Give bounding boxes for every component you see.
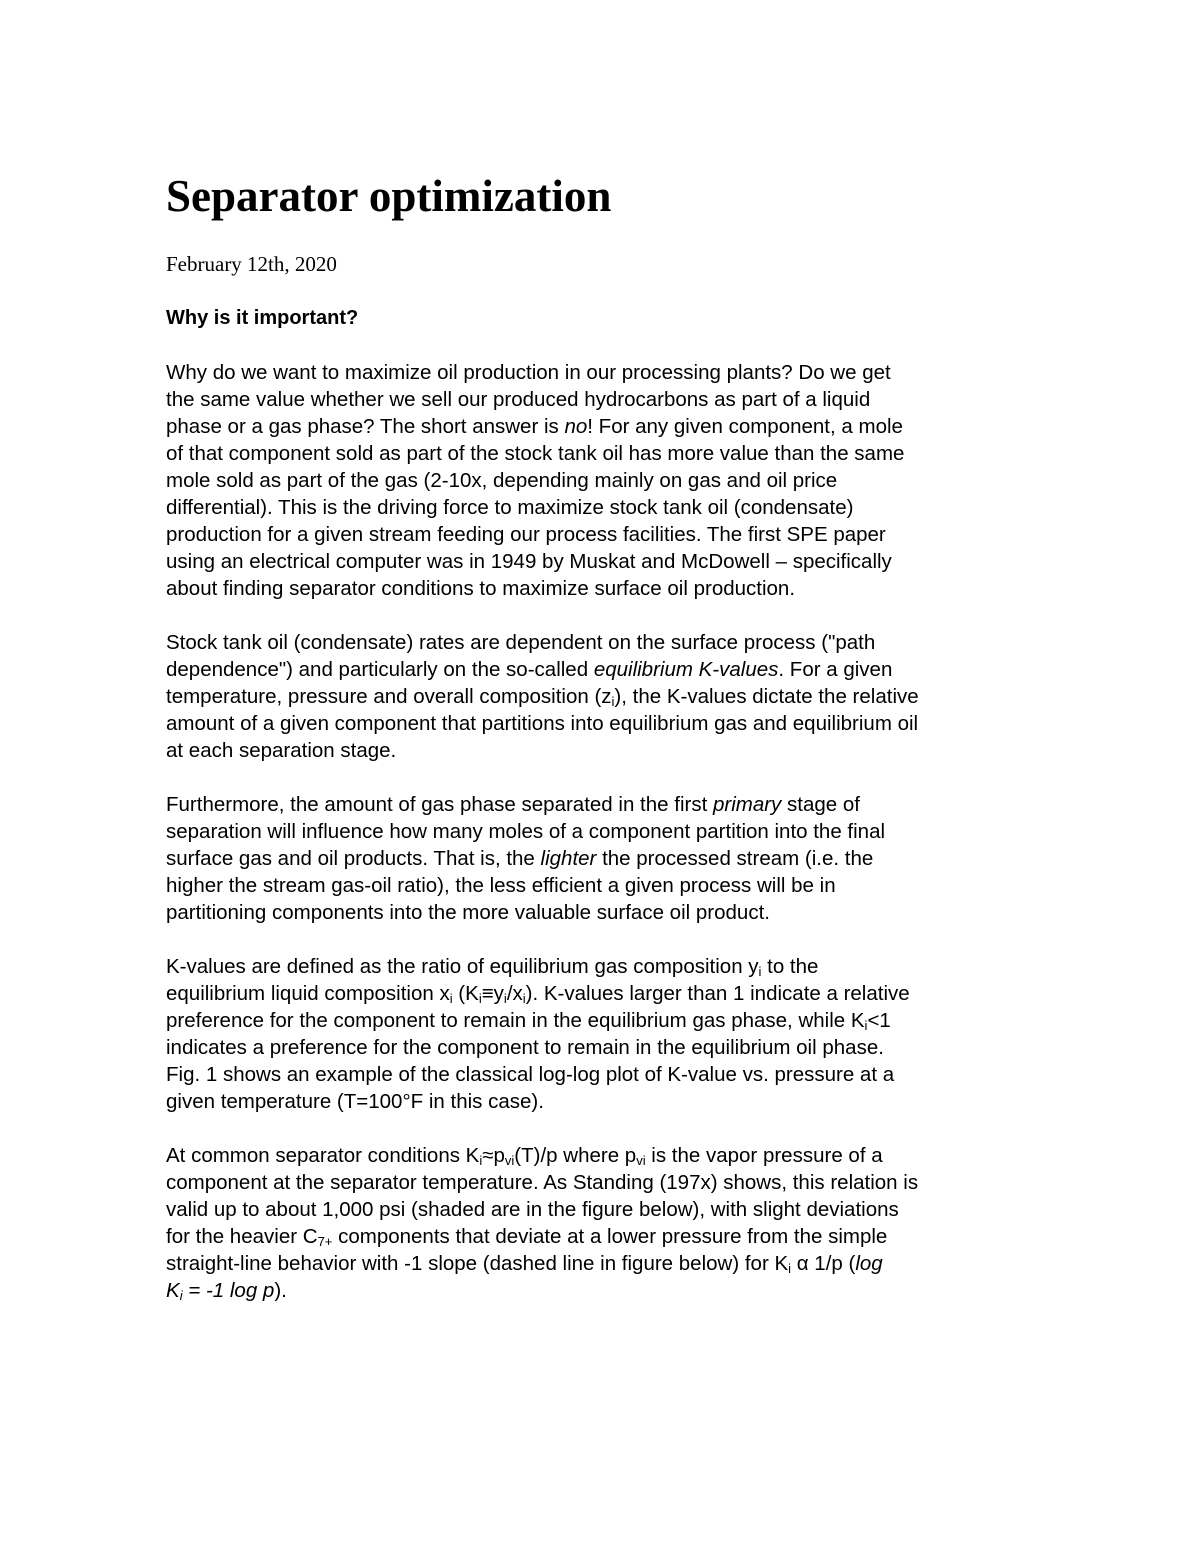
text-line: indicates a preference for the component to remain in the equilibrium oil phase. [166,1036,884,1059]
document-page [166,166,1046,1304]
text-line: Fig. 1 shows an example of the classical log-log plot of K-value vs. pressure at a [166,1063,895,1086]
text-line: of that component sold as part of the stock tank oil has more value than the same [166,442,905,465]
text-line: mole sold as part of the gas (2-10x, depending mainly on gas and oil price [166,469,838,492]
text-line: the same value whether we sell our produced hydrocarbons as part of a liquid [166,388,871,411]
text-line: straight-line behavior with -1 slope (dashed line in figure below) for $K_i$ α 1/p (log [166,1252,883,1276]
text-line: at each separation stage. [166,739,397,762]
text-line: Stock tank oil (condensate) rates are dependent on the surface process ("path [166,631,876,654]
document-title: Separator optimization [166,171,612,221]
text-line: phase or a gas phase? The short answer is no! For any given component, a mole [166,415,903,438]
text-line: production for a given stream feeding our process facilities. The first SPE paper [166,523,886,546]
text-line: partitioning components into the more valuable surface oil product. [166,901,770,924]
text-line: using an electrical computer was in 1949 by Muskat and McDowell – specifically [166,550,892,573]
text-line: K-values are defined as the ratio of equilibrium gas composition $y_i$ to the [166,955,819,979]
text-line: about finding separator conditions to maximize surface oil production. [166,577,796,600]
text-line: Furthermore, the amount of gas phase separated in the first primary stage of [166,793,860,816]
paragraph-2 [166,629,1046,764]
paragraph-1 [166,359,1046,602]
text-line: dependence") and particularly on the so-called equilibrium K-values. For a given [166,658,893,681]
text-line: component at the separator temperature. As Standing (197x) shows, this relation is [166,1171,919,1194]
text-line: differential). This is the driving force to maximize stock tank oil (condensate) [166,496,854,519]
section-heading: Why is it important? [166,307,359,329]
paragraph-5 [166,1142,1046,1304]
text-line: given temperature (T=100°F in this case). [166,1090,544,1113]
text-line: preference for the component to remain in the equilibrium gas phase, while $K_i<1$ [166,1009,891,1033]
text-line: $K_i = -1$ log p). [166,1279,287,1303]
text-line: surface gas and oil products. That is, the lighter the processed stream (i.e. the [166,847,874,870]
text-line: temperature, pressure and overall composition $(z_i)$, the K-values dictate the relative [166,685,919,709]
text-line: higher the stream gas-oil ratio), the less efficient a given process will be in [166,874,836,897]
text-line: for the heavier $C_{7+}$ components that deviate at a lower pressure from the simple [166,1225,888,1249]
text-line: valid up to about 1,000 psi (shaded are in the figure below), with slight deviations [166,1198,899,1221]
text-line: separation will influence how many moles of a component partition into the final [166,820,886,843]
text-line: Why do we want to maximize oil production in our processing plants? Do we get [166,361,891,384]
paragraph-4 [166,953,1046,1115]
paragraph-3 [166,791,1046,926]
text-line: At common separator conditions $K_i\approx p_{vi}(T)/p$ where $p_{vi}$ is the vapor pressure of a [166,1144,883,1168]
document-date: February 12th, 2020 [166,252,337,276]
text-line: equilibrium liquid composition $x_i$ $(K_i\equiv y_i/x_i)$. K-values larger than 1 indicate a relative [166,982,910,1006]
text-line: amount of a given component that partitions into equilibrium gas and equilibrium oil [166,712,919,735]
